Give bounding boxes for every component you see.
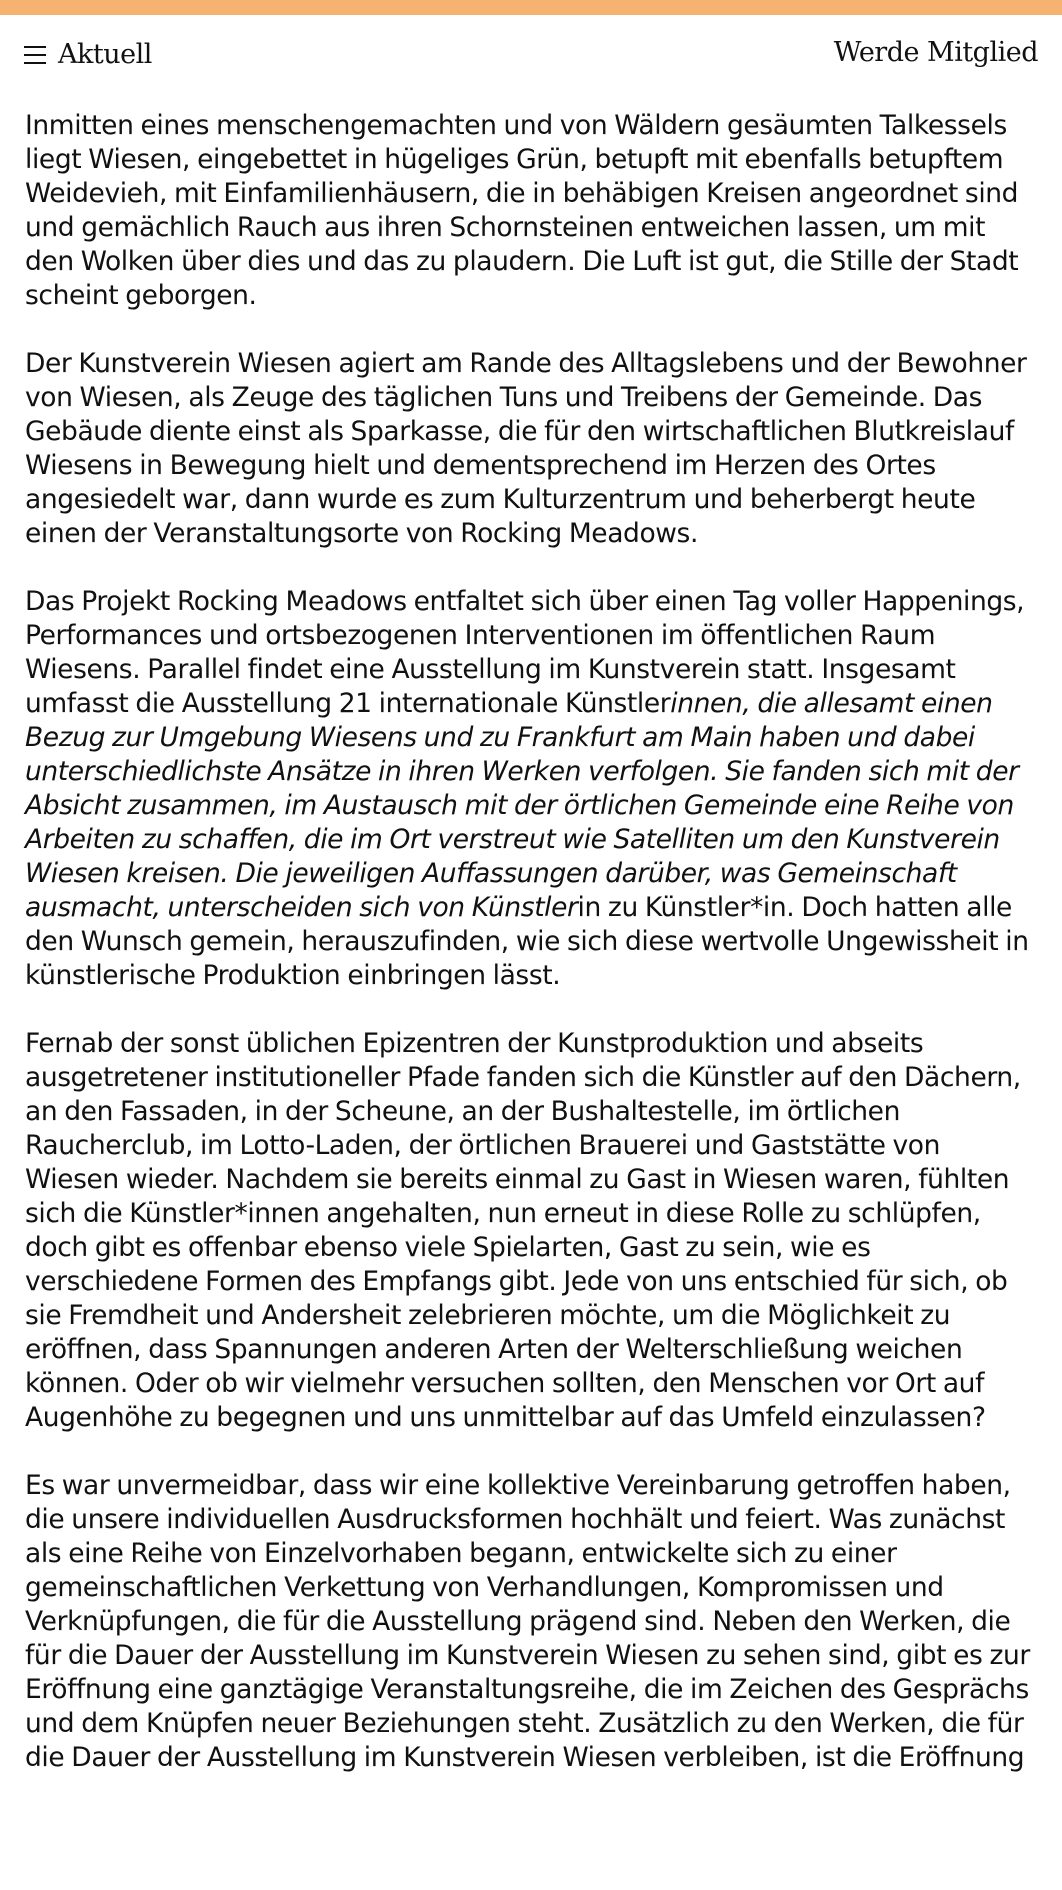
site-header [0, 15, 1062, 100]
hamburger-icon [24, 46, 46, 64]
paragraph-3-italic-passage: innen, die allesamt einen Bezug zur Umgebung Wiesens und zu Frankfurt am Main haben und dabei unterschiedlichste Ansätze in ihren Werken verfolgen. Sie fanden sich mit der Absicht zusammen, im Austausch mit der örtlichen Gemeinde eine Reihe von Arbeiten zu schaffen, die im Ort verstreut wie Satelliten um den Kunstverein Wiesen kreisen. Die jeweiligen Auffassungen darüber, was Gemeinschaft ausmacht, unterscheiden sich von Künstler [25, 688, 1019, 923]
top-accent-bar [0, 0, 1062, 15]
become-member-link[interactable]: Werde Mitglied [833, 37, 1038, 68]
paragraph-3-ending: in zu Künstler*in. Doch hatten alle den Wunsch gemein, herauszufinden, wie sich diese wertvolle Ungewissheit in künstlerische Produktion einbringen lässt. [25, 892, 1029, 991]
article-paragraph-4: Fernab der sonst üblichen Epizentren der Kunstproduktion und abseits ausgetretener institutioneller Pfade fanden sich die Künstler auf den Dächern, an den Fassaden, in der Scheune, an der Bushaltestelle, im örtlichen Raucherclub, im Lotto-Laden, der örtlichen Brauerei und Gaststätte von Wiesen wieder. Nachdem sie bereits einmal zu Gast in Wiesen waren, fühlten sich die Künstler*innen angehalten, nun erneut in diese Rolle zu schlüpfen, doch gibt es offenbar ebenso viele Spielarten, Gast zu sein, wie es verschiedene Formen des Empfangs gibt. Jede von uns entschied für sich, ob sie Fremdheit und Andersheit zelebrieren möchte, um die Möglichkeit zu eröffnen, dass Spannungen anderen Arten der Welterschließung weichen können. Oder ob wir vielmehr versuchen sollten, den Menschen vor Ort auf Augenhöhe zu begegnen und uns unmittelbar auf das Umfeld einzulassen? [25, 1028, 1021, 1433]
article-paragraph-3 [25, 585, 1040, 993]
article-paragraph-1: Inmitten eines menschengemachten und von Wäldern gesäumten Talkessels liegt Wiesen, eingebettet in hügeliges Grün, betupft mit ebenfalls betupftem Weidevieh, mit Einfamilienhäusern, die in behäbigen Kreisen angeordnet sind und gemächlich Rauch aus ihren Schornsteinen entweichen lassen, um mit den Wolken über dies und das zu plaudern. Die Luft ist gut, die Stille der Stadt scheint geborgen. [25, 110, 1019, 311]
article-paragraph-5: Es war unvermeidbar, dass wir eine kollektive Vereinbarung getroffen haben, die unsere individuellen Ausdrucksformen hochhält und feiert. Was zunächst als eine Reihe von Einzelvorhaben begann, entwickelte sich zu einer gemeinschaftlichen Verkettung von Verhandlungen, Kompromissen und Verknüpfungen, die für die Ausstellung prägend sind. Neben den Werken, die für die Dauer der Ausstellung im Kunstverein Wiesen zu sehen sind, gibt es zur Eröffnung eine ganztägige Veranstaltungsreihe, die im Zeichen des Gesprächs und dem Knüpfen neuer Beziehungen steht. Zusätzlich zu den Werken, die für die Dauer der Ausstellung im Kunstverein Wiesen verbleiben, ist die Eröffnung [25, 1470, 1030, 1773]
menu-button[interactable] [24, 39, 152, 70]
article-paragraph-2: Der Kunstverein Wiesen agiert am Rande des Alltagslebens und der Bewohner von Wiesen, als Zeuge des täglichen Tuns und Treibens der Gemeinde. Das Gebäude diente einst als Sparkasse, die für den wirtschaftlichen Blutkreislauf Wiesens in Bewegung hielt und dementsprechend im Herzen des Ortes angesiedelt war, dann wurde es zum Kulturzentrum und beherbergt heute einen der Veranstaltungsorte von Rocking Meadows. [25, 348, 1027, 549]
menu-label: Aktuell [58, 39, 152, 70]
paragraph-3-intro: Das Projekt Rocking Meadows entfaltet sich über einen Tag voller Happenings, Performances und ortsbezogenen Interventionen im öffentlichen Raum Wiesens. Parallel findet eine Ausstellung im Kunstverein statt. Insgesamt umfasst die Ausstellung 21 internationale Künstler [25, 586, 1025, 719]
article-body [25, 109, 1040, 1809]
